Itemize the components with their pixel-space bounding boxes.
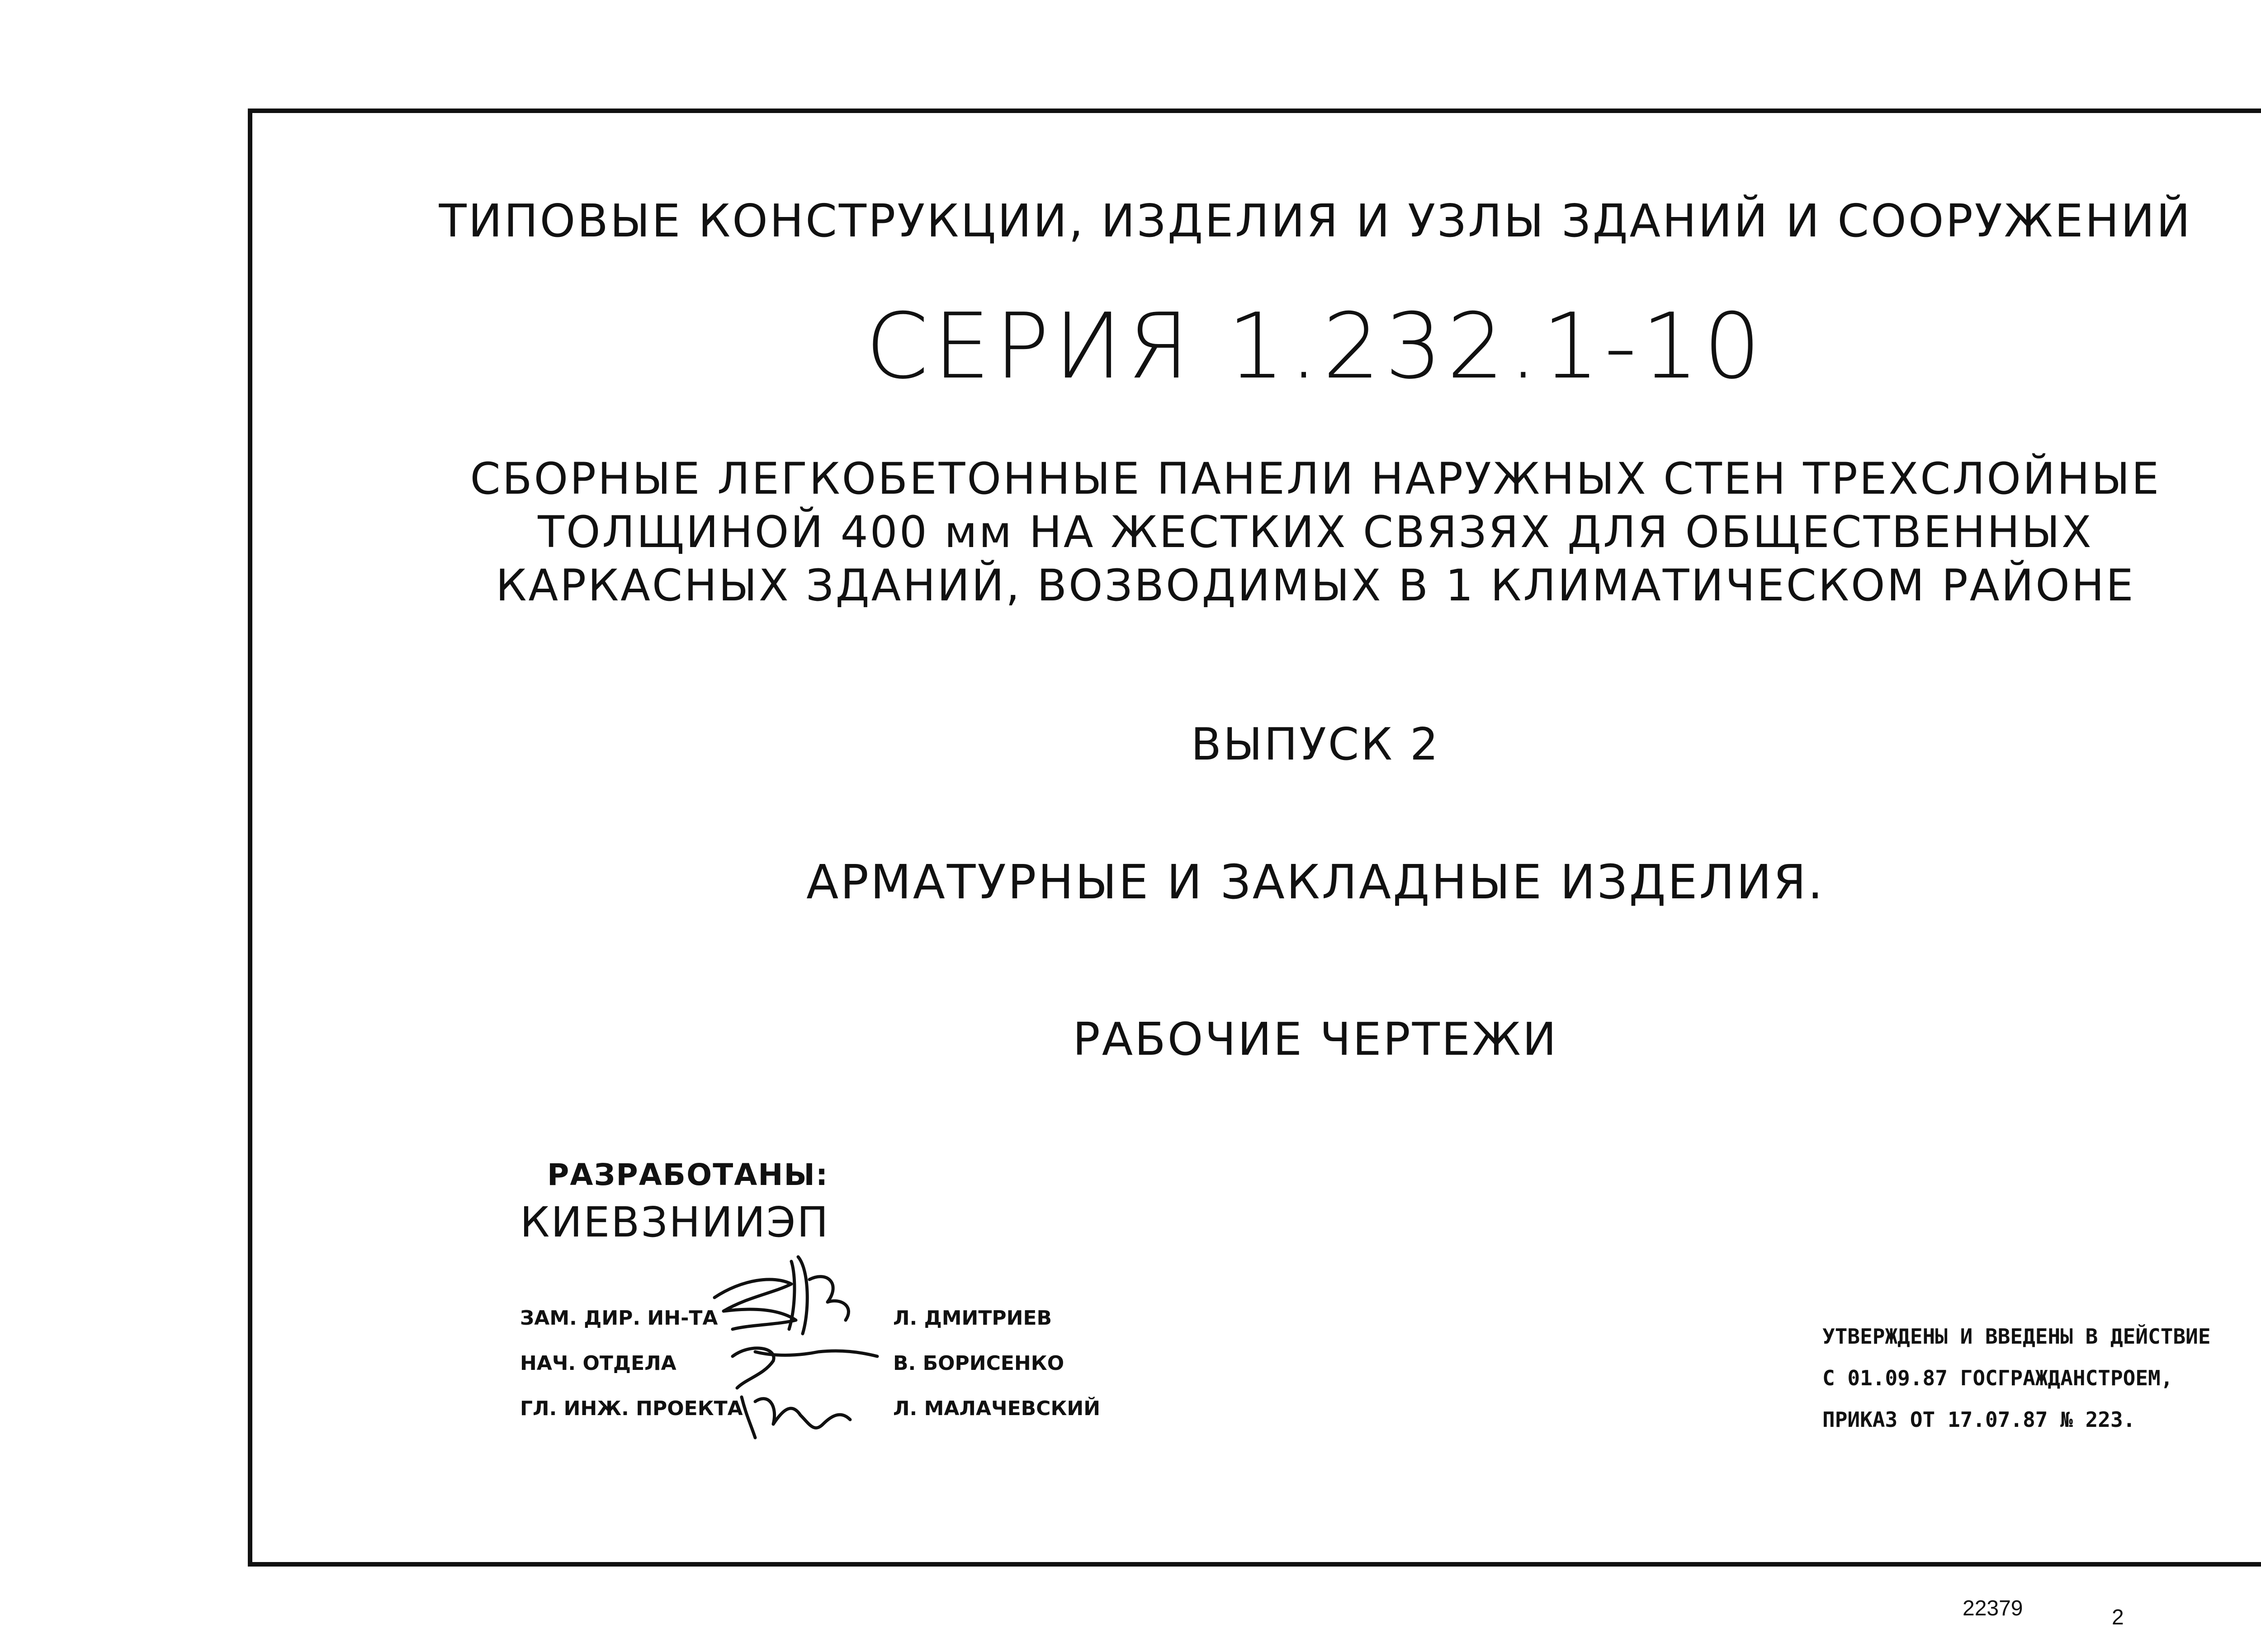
staff-name: Л. МАЛАЧЕВСКИЙ: [893, 1397, 1101, 1420]
issue-label: ВЫПУСК 2: [1191, 719, 1440, 770]
approval-line-3: ПРИКАЗ ОТ 17.07.87 № 223.: [1822, 1407, 2136, 1432]
developer-organization: КИЕВЗНИИЭП: [520, 1198, 830, 1246]
staff-role: ГЛ. ИНЖ. ПРОЕКТА: [520, 1397, 743, 1420]
title-line-3: КАРКАСНЫХ ЗДАНИЙ, ВОЗВОДИМЫХ В 1 КЛИМАТИЧЕСКОМ РАЙОНЕ: [496, 560, 2135, 611]
approval-line-2: С 01.09.87 ГОСГРАЖДАНСТРОЕМ,: [1822, 1366, 2173, 1390]
staff-name: Л. ДМИТРИЕВ: [893, 1307, 1052, 1330]
subject-label: АРМАТУРНЫЕ И ЗАКЛАДНЫЕ ИЗДЕЛИЯ.: [806, 854, 1825, 910]
series-title: СЕРИЯ 1.232.1-10: [865, 294, 1766, 399]
staff-role: НАЧ. ОТДЕЛА: [520, 1352, 676, 1375]
page-number: 2: [2112, 1605, 2124, 1629]
doc-type-label: РАБОЧИЕ ЧЕРТЕЖИ: [1073, 1013, 1558, 1066]
staff-role: ЗАМ. ДИР. ИН-ТА: [520, 1307, 718, 1330]
staff-name: В. БОРИСЕНКО: [893, 1352, 1064, 1375]
document-number: 22379: [1963, 1596, 2023, 1620]
developers-heading: РАЗРАБОТАНЫ:: [547, 1157, 829, 1192]
collection-title: ТИПОВЫЕ КОНСТРУКЦИИ, ИЗДЕЛИЯ И УЗЛЫ ЗДАНИЙ И СООРУЖЕНИЙ: [439, 194, 2192, 247]
approval-line-1: УТВЕРЖДЕНЫ И ВВЕДЕНЫ В ДЕЙСТВИЕ: [1822, 1324, 2211, 1349]
approval-note: [1822, 1316, 2211, 1440]
title-line-1: СБОРНЫЕ ЛЕГКОБЕТОННЫЕ ПАНЕЛИ НАРУЖНЫХ СТЕН ТРЕХСЛОЙНЫЕ: [470, 453, 2161, 504]
handwritten-signatures: [705, 1243, 900, 1456]
title-line-2: ТОЛЩИНОЙ 400 мм НА ЖЕСТКИХ СВЯЗЯХ ДЛЯ ОБЩЕСТВЕННЫХ: [538, 507, 2093, 557]
document-title: [248, 452, 2261, 612]
